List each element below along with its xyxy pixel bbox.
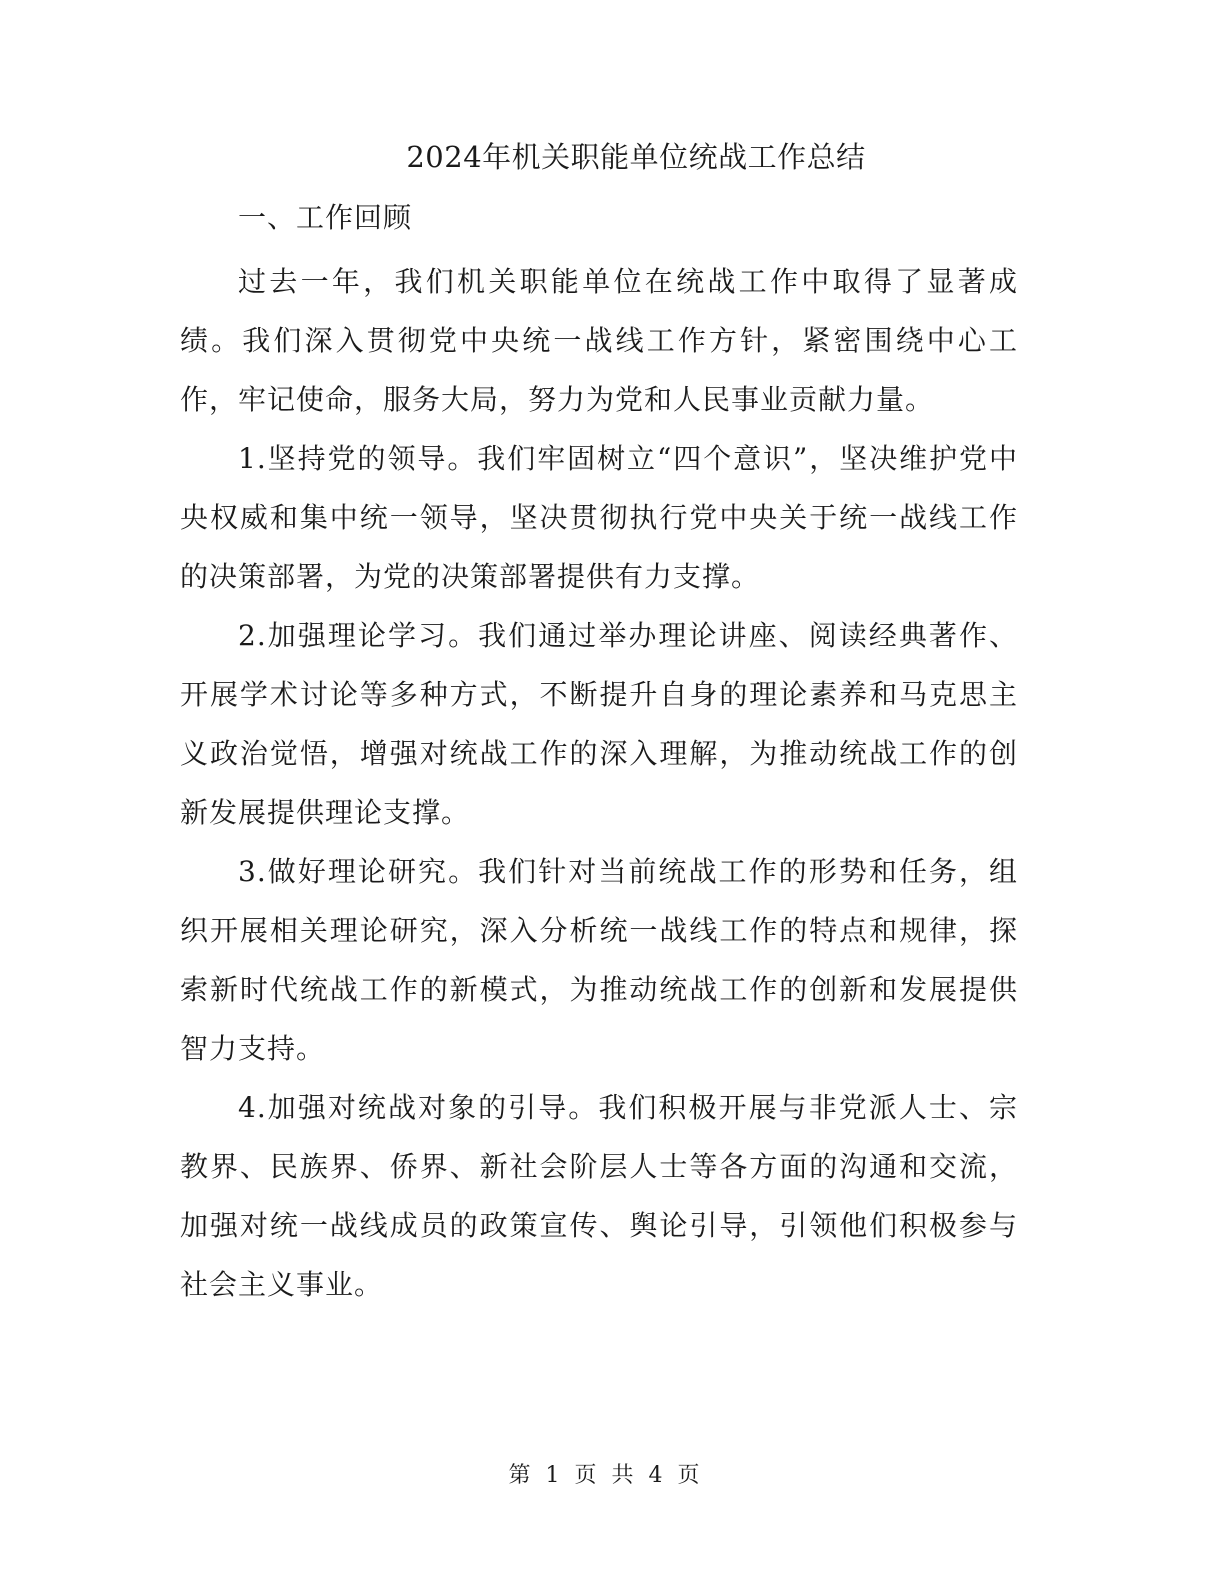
- paragraph-item-4: 4.加强对统战对象的引导。我们积极开展与非党派人士、宗教界、民族界、侨界、新社会阶层人士等各方面的沟通和交流，加强对统一战线成员的政策宣传、舆论引导，引领他们积极参与社会主义事业。: [180, 1091, 1018, 1301]
- section-heading: 一、工作回顾: [238, 201, 413, 234]
- paragraph-intro: 过去一年，我们机关职能单位在统战工作中取得了显著成绩。我们深入贯彻党中央统一战线工作方针，紧密围绕中心工作，牢记使命，服务大局，努力为党和人民事业贡献力量。: [180, 265, 1018, 416]
- paragraph-item-3: 3.做好理论研究。我们针对当前统战工作的形势和任务，组织开展相关理论研究，深入分析统一战线工作的特点和规律，探索新时代统战工作的新模式，为推动统战工作的创新和发展提供智力支持。: [180, 855, 1018, 1065]
- document-title: 2024年机关职能单位统战工作总结: [406, 140, 866, 174]
- document-body: [180, 196, 1018, 1314]
- page-footer: 第 1 页 共 4 页: [508, 1463, 704, 1488]
- paragraph-item-2: 2.加强理论学习。我们通过举办理论讲座、阅读经典著作、开展学术讨论等多种方式，不断提升自身的理论素养和马克思主义政治觉悟，增强对统战工作的深入理解，为推动统战工作的创新发展提供理论支撑。: [180, 619, 1018, 829]
- paragraph-item-1: 1.坚持党的领导。我们牢固树立“四个意识”，坚决维护党中央权威和集中统一领导，坚决贯彻执行党中央关于统一战线工作的决策部署，为党的决策部署提供有力支撑。: [180, 442, 1018, 593]
